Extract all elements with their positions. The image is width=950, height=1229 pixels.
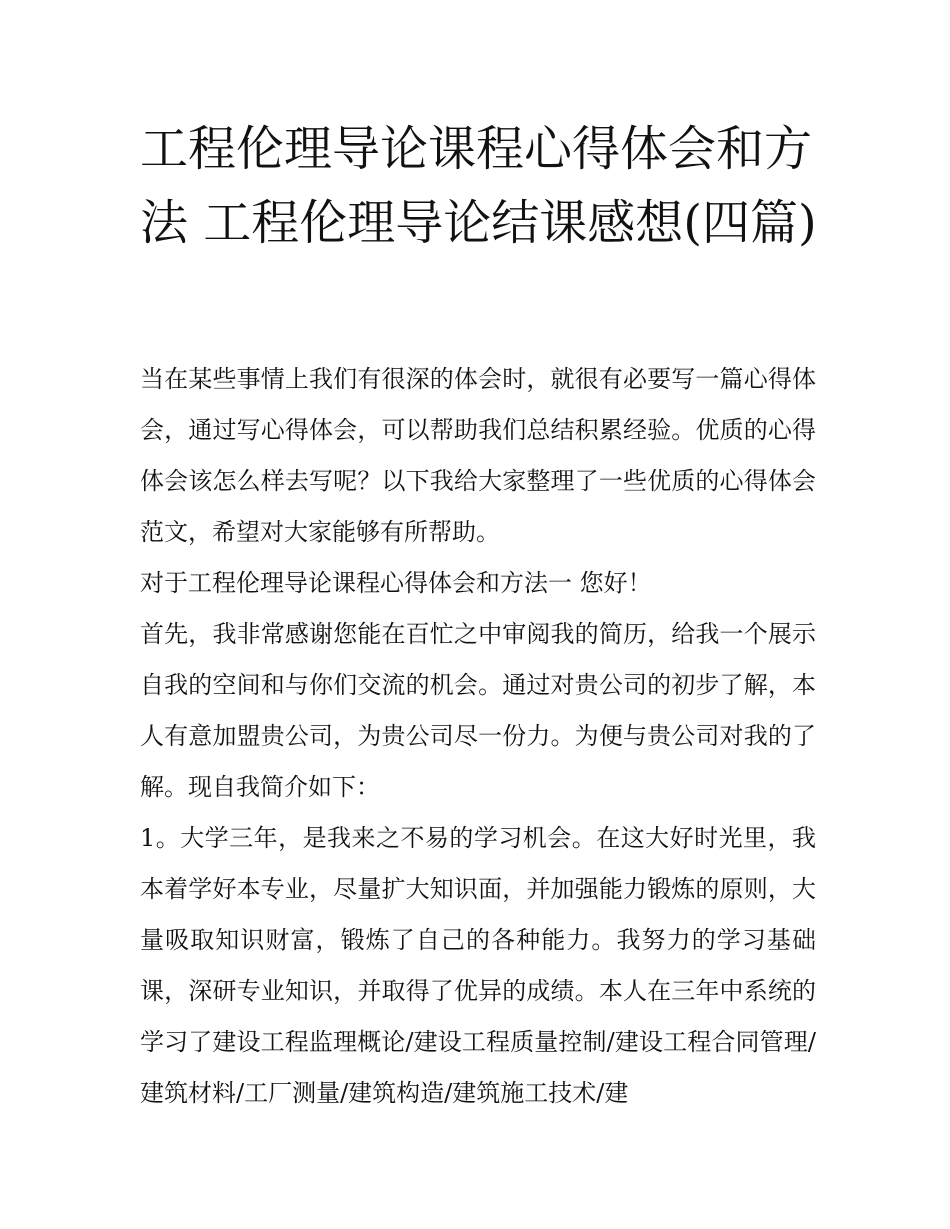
paragraph-opening: 首先，我非常感谢您能在百忙之中审阅我的简历，给我一个展示自我的空间和与你们交流的机会。通过对贵公司的初步了解，本人有意加盟贵公司，为贵公司尽一份力。为便与贵公司对我的了解。现自我简介如下： [140, 620, 816, 801]
paragraph-intro: 当在某些事情上我们有很深的体会时，就很有必要写一篇心得体会，通过写心得体会，可以帮助我们总结积累经验。优质的心得体会该怎么样去写呢？以下我给大家整理了一些优质的心得体会范文，希望对大家能够有所帮助。 [140, 365, 816, 546]
paragraph-point-1: 1。大学三年，是我来之不易的学习机会。在这大好时光里，我本着学好本专业，尽量扩大知识面，并加强能力锻炼的原则，大量吸取知识财富，锻炼了自己的各种能力。我努力的学习基础课，深研专业知识，并取得了优异的成绩。本人在三年中系统的学习了建设工程监理概论/建设工程质量控制/建设工程合同管理/建筑材料/工厂测量/建筑构造/建筑施工技术/建 [140, 824, 816, 1107]
document-title: 工程伦理导论课程心得体会和方法 工程伦理导论结课感想(四篇) [140, 121, 817, 251]
document-body [140, 354, 816, 1119]
paragraph-greeting: 对于工程伦理导论课程心得体会和方法一 您好！ [140, 569, 652, 597]
